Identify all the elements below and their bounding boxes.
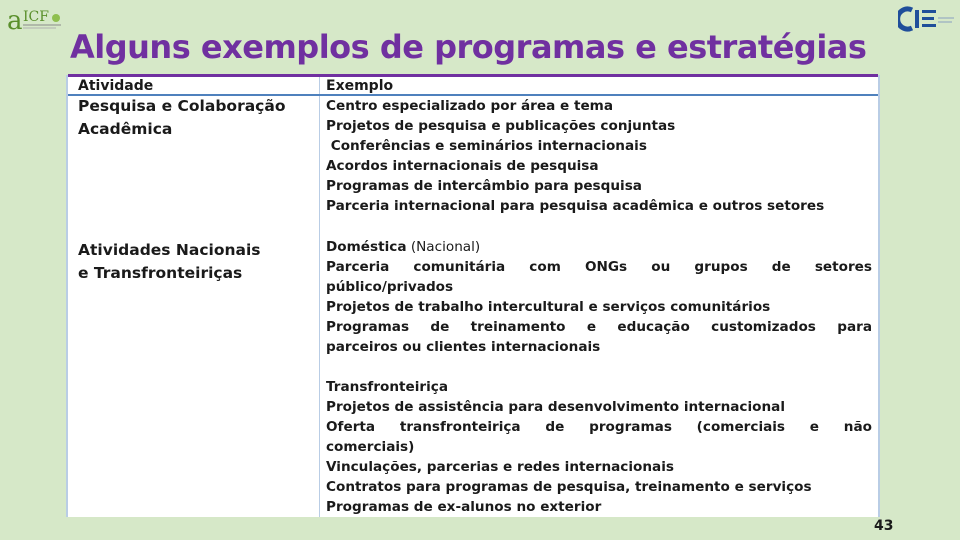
activity-line: Pesquisa e Colaboração	[78, 97, 286, 115]
example-item: Centro especializado por área e tema	[326, 98, 614, 114]
logo-leaf-mark	[52, 14, 60, 22]
column-header-example: Exemplo	[326, 78, 394, 94]
example-item: Contratos para programas de pesquisa, treinamento e serviços	[326, 479, 812, 495]
example-item: Oferta transfronteiriça de programas (comerciais e não	[326, 419, 872, 435]
page-title: Alguns exemplos de programas e estratégias	[70, 28, 867, 66]
column-header-activity: Atividade	[78, 78, 154, 94]
activity-line: Atividades Nacionais	[78, 241, 261, 259]
aicf-logo	[6, 4, 66, 34]
title-underline	[68, 74, 878, 77]
example-cell-research	[326, 96, 872, 216]
activities-table	[66, 75, 880, 517]
example-item: Programas de intercâmbio para pesquisa	[326, 178, 642, 194]
cross-border-heading: Transfronteiriça	[326, 379, 449, 395]
logo-a-letter: a	[7, 6, 23, 34]
example-item: Conferências e seminários internacionais	[326, 138, 647, 154]
example-item: Parceria comunitária com ONGs ou grupos de setores	[326, 259, 872, 275]
example-item: Parceria internacional para pesquisa acadêmica e outros setores	[326, 198, 825, 214]
cie-logo	[898, 4, 956, 34]
example-item: Acordos internacionais de pesquisa	[326, 158, 599, 174]
example-item: Programas de treinamento e educação customizados para	[326, 319, 872, 335]
column-divider	[319, 77, 320, 517]
activity-line: e Transfronteiriças	[78, 264, 243, 282]
example-cell-national	[326, 237, 872, 517]
domestic-heading: Doméstica (Nacional)	[326, 239, 481, 255]
logo-icf-letters: ICF	[23, 9, 49, 25]
activity-cell-research	[78, 95, 314, 141]
page-number: 43	[874, 518, 894, 534]
example-item: Projetos de trabalho intercultural e serviços comunitários	[326, 299, 771, 315]
logo-c-shape	[898, 9, 912, 29]
example-item: público/privados	[326, 279, 454, 295]
example-item: Projetos de pesquisa e publicações conjuntas	[326, 118, 676, 134]
example-item: Programas de ex-alunos no exterior	[326, 499, 602, 515]
example-item: parceiros ou clientes internacionais	[326, 339, 601, 355]
example-item: Vinculações, parcerias e redes internacionais	[326, 459, 674, 475]
example-item: comerciais)	[326, 439, 415, 455]
activity-cell-national	[78, 239, 314, 285]
example-item: Projetos de assistência para desenvolvimento internacional	[326, 399, 785, 415]
activity-line: Acadêmica	[78, 120, 173, 138]
